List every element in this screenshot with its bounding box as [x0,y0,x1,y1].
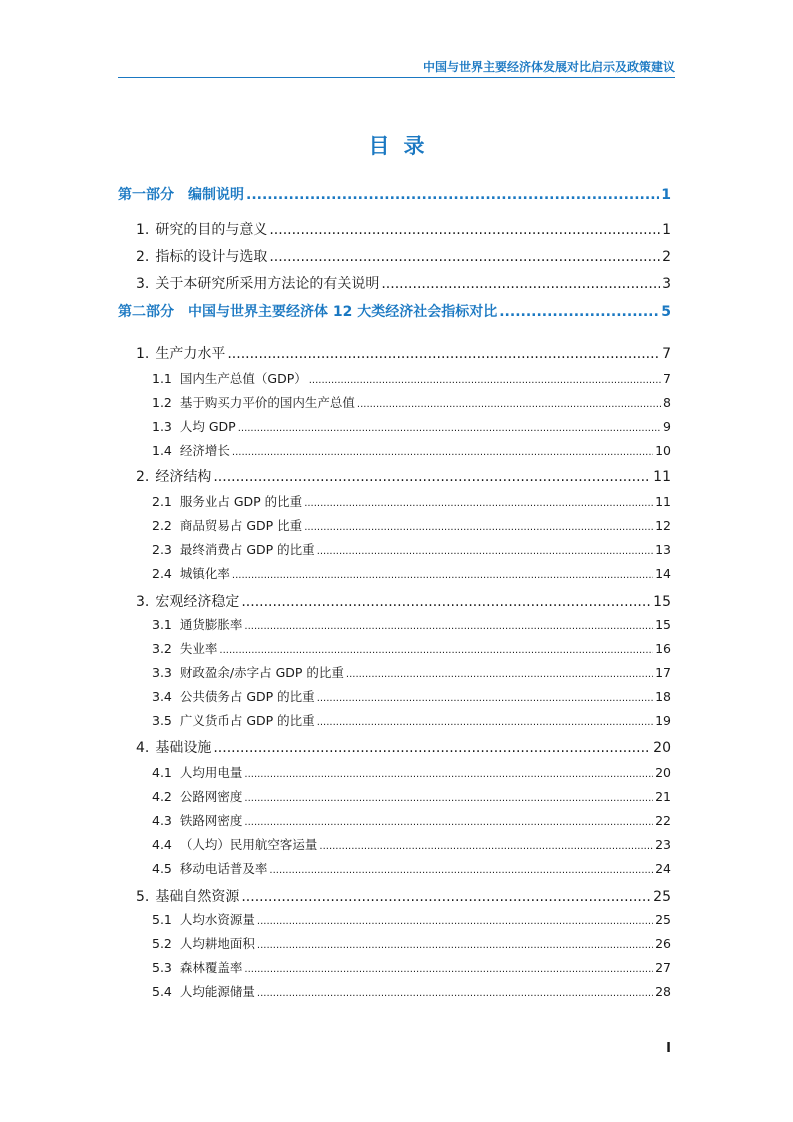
toc-entry-label: 人均水资源量 [179,912,255,927]
toc-entry-page: 27 [655,960,671,975]
toc-entry-number: 3.5 [152,713,172,728]
toc-entry-page: 14 [655,566,671,581]
toc-entry-page: 15 [655,617,671,632]
toc-entry-sub[interactable] [118,711,671,729]
toc-entry-label: 经济结构 [155,469,212,485]
toc-entry-page: 9 [663,419,671,434]
toc-dot-leader [227,346,660,362]
toc-entry-number: 4.2 [152,789,172,804]
toc-entry-label: 人均用电量 [179,765,243,780]
toc-entry-sub[interactable] [118,540,671,558]
toc-entry-page: 20 [653,740,671,756]
toc-entry-page: 20 [655,765,671,780]
toc-dot-leader [244,793,653,804]
toc-entry-sub[interactable] [118,639,671,657]
toc-dot-leader [317,546,653,557]
toc-dot-leader [241,594,651,610]
toc-entry-page: 1 [662,222,671,238]
toc-entry-number: 1.1 [152,371,172,386]
toc-entry-label: 基础设施 [155,740,212,756]
toc-entry-sub[interactable] [118,492,671,510]
toc-entry-sub[interactable] [118,787,671,805]
toc-entry-part[interactable] [118,184,671,204]
toc-entry-page: 25 [653,889,671,905]
toc-dot-leader [241,889,651,905]
toc-entry-sub[interactable] [118,763,671,781]
toc-entry-number: 2.1 [152,494,172,509]
toc-entry-label: 公路网密度 [179,789,243,804]
toc-dot-leader [244,964,653,975]
toc-entry-sub[interactable] [118,615,671,633]
toc-entry-number: 5.1 [152,912,172,927]
toc-entry-page: 8 [663,395,671,410]
toc-dot-leader [269,865,653,876]
toc-entry-sec[interactable] [118,737,671,757]
toc-dot-leader [257,988,653,999]
toc-entry-label: 关于本研究所采用方法论的有关说明 [155,276,380,292]
toc-entry-page: 7 [663,371,671,386]
toc-entry-number: 2.3 [152,542,172,557]
toc-entry-page: 13 [655,542,671,557]
toc-entry-label: 最终消费占 GDP 的比重 [179,542,315,557]
toc-entry-label: 中国与世界主要经济体 12 大类经济社会指标对比 [188,304,498,320]
toc-dot-leader [246,187,659,203]
toc-entry-number: 4. [136,740,150,756]
toc-entry-sec[interactable] [118,273,671,293]
toc-entry-page: 16 [655,641,671,656]
toc-entry-number: 5.2 [152,936,172,951]
toc-entry-sec[interactable] [118,886,671,906]
toc-dot-leader [269,249,660,265]
toc-entry-number: 5. [136,889,150,905]
toc-dot-leader [257,940,653,951]
toc-dot-leader [499,304,659,320]
toc-entry-number: 第二部分 [118,304,174,320]
toc-entry-page: 11 [653,469,671,485]
toc-dot-leader [213,740,651,756]
toc-entry-label: 公共债务占 GDP 的比重 [179,689,315,704]
toc-entry-sub[interactable] [118,369,671,387]
toc-entry-number: 5.4 [152,984,172,999]
toc-entry-sub[interactable] [118,417,671,435]
toc-entry-page: 3 [662,276,671,292]
toc-entry-page: 18 [655,689,671,704]
toc-entry-number: 2.4 [152,566,172,581]
toc-entry-page: 26 [655,936,671,951]
toc-entry-page: 5 [661,304,671,320]
toc-entry-label: 人均能源储量 [179,984,255,999]
toc-entry-label: 移动电话普及率 [179,861,268,876]
toc-entry-sub[interactable] [118,564,671,582]
toc-entry-sub[interactable] [118,859,671,877]
page-number: I [666,1041,671,1056]
toc-dot-leader [317,693,653,704]
toc-entry-number: 5.3 [152,960,172,975]
toc-entry-sub[interactable] [118,663,671,681]
toc-entry-label: 财政盈余/赤字占 GDP 的比重 [179,665,344,680]
toc-dot-leader [381,276,660,292]
toc-entry-sec[interactable] [118,246,671,266]
toc-dot-leader [219,645,653,656]
toc-entry-number: 1.3 [152,419,172,434]
toc-entry-number: 3.4 [152,689,172,704]
toc-entry-label: 商品贸易占 GDP 比重 [179,518,303,533]
toc-entry-sec[interactable] [118,219,671,239]
toc-entry-sub[interactable] [118,958,671,976]
toc-entry-label: 国内生产总值（GDP） [179,371,307,386]
toc-dot-leader [309,375,661,386]
toc-entry-label: （人均）民用航空客运量 [179,837,318,852]
toc-dot-leader [346,669,653,680]
toc-entry-number: 3.2 [152,641,172,656]
toc-entry-page: 2 [662,249,671,265]
toc-entry-label: 城镇化率 [179,566,230,581]
toc-entry-page: 19 [655,713,671,728]
toc-dot-leader [213,469,651,485]
toc-dot-leader [238,423,661,434]
toc-entry-sub[interactable] [118,811,671,829]
toc-entry-page: 15 [653,594,671,610]
toc-dot-leader [244,769,653,780]
toc-entry-sub[interactable] [118,393,671,411]
toc-entry-sub[interactable] [118,687,671,705]
toc-entry-page: 10 [655,443,671,458]
toc-entry-sub[interactable] [118,910,671,928]
toc-entry-label: 经济增长 [179,443,230,458]
toc-entry-number: 1.2 [152,395,172,410]
toc-entry-number: 1. [136,346,150,362]
toc-dot-leader [317,717,653,728]
toc-entry-page: 23 [655,837,671,852]
toc-entry-page: 25 [655,912,671,927]
toc-dot-leader [304,522,653,533]
toc-entry-number: 3. [136,594,150,610]
toc-entry-sec[interactable] [118,466,671,486]
toc-dot-leader [244,621,653,632]
toc-entry-page: 12 [655,518,671,533]
toc-dot-leader [304,498,653,509]
toc-entry-number: 1. [136,222,150,238]
toc-entry-label: 服务业占 GDP 的比重 [179,494,303,509]
toc-entry-sub[interactable] [118,835,671,853]
toc-entry-label: 基础自然资源 [155,889,240,905]
toc-dot-leader [232,447,653,458]
toc-entry-number: 2. [136,249,150,265]
toc-entry-number: 4.3 [152,813,172,828]
toc-entry-label: 人均耕地面积 [179,936,255,951]
toc-entry-number: 3.3 [152,665,172,680]
toc-dot-leader [269,222,660,238]
toc-entry-label: 生产力水平 [155,346,226,362]
toc-dot-leader [357,399,661,410]
toc-entry-label: 指标的设计与选取 [155,249,268,265]
toc-entry-label: 宏观经济稳定 [155,594,240,610]
page-title: 目录 [368,134,439,158]
toc-entry-page: 28 [655,984,671,999]
toc-entry-label: 森林覆盖率 [179,960,243,975]
toc-entry-page: 22 [655,813,671,828]
toc-entry-label: 失业率 [179,641,218,656]
toc-entry-sec[interactable] [118,343,671,363]
toc-entry-number: 4.4 [152,837,172,852]
toc-entry-page: 11 [655,494,671,509]
toc-entry-number: 3.1 [152,617,172,632]
toc-entry-number: 3. [136,276,150,292]
toc-entry-label: 人均 GDP [179,419,236,434]
running-header: 中国与世界主要经济体发展对比启示及政策建议 [422,60,675,74]
header-rule [118,77,675,78]
toc-dot-leader [257,916,653,927]
toc-entry-label: 铁路网密度 [179,813,243,828]
toc-entry-page: 17 [655,665,671,680]
toc-entry-page: 24 [655,861,671,876]
toc-entry-sub[interactable] [118,982,671,1000]
toc-entry-sub[interactable] [118,441,671,459]
toc-entry-part[interactable] [118,301,671,321]
toc-entry-page: 1 [661,187,671,203]
toc-entry-number: 4.1 [152,765,172,780]
toc-entry-sub[interactable] [118,934,671,952]
toc-dot-leader [244,817,653,828]
toc-entry-number: 1.4 [152,443,172,458]
toc-entry-label: 编制说明 [188,187,244,203]
toc-entry-label: 研究的目的与意义 [155,222,268,238]
toc-entry-number: 第一部分 [118,187,174,203]
toc-entry-sec[interactable] [118,591,671,611]
toc-entry-number: 2. [136,469,150,485]
toc-entry-page: 7 [662,346,671,362]
toc-dot-leader [319,841,653,852]
toc-dot-leader [232,570,653,581]
toc-entry-number: 2.2 [152,518,172,533]
toc-entry-label: 广义货币占 GDP 的比重 [179,713,315,728]
toc-entry-sub[interactable] [118,516,671,534]
toc-entry-label: 基于购买力平价的国内生产总值 [179,395,355,410]
toc-entry-label: 通货膨胀率 [179,617,243,632]
toc-entry-page: 21 [655,789,671,804]
toc-entry-number: 4.5 [152,861,172,876]
